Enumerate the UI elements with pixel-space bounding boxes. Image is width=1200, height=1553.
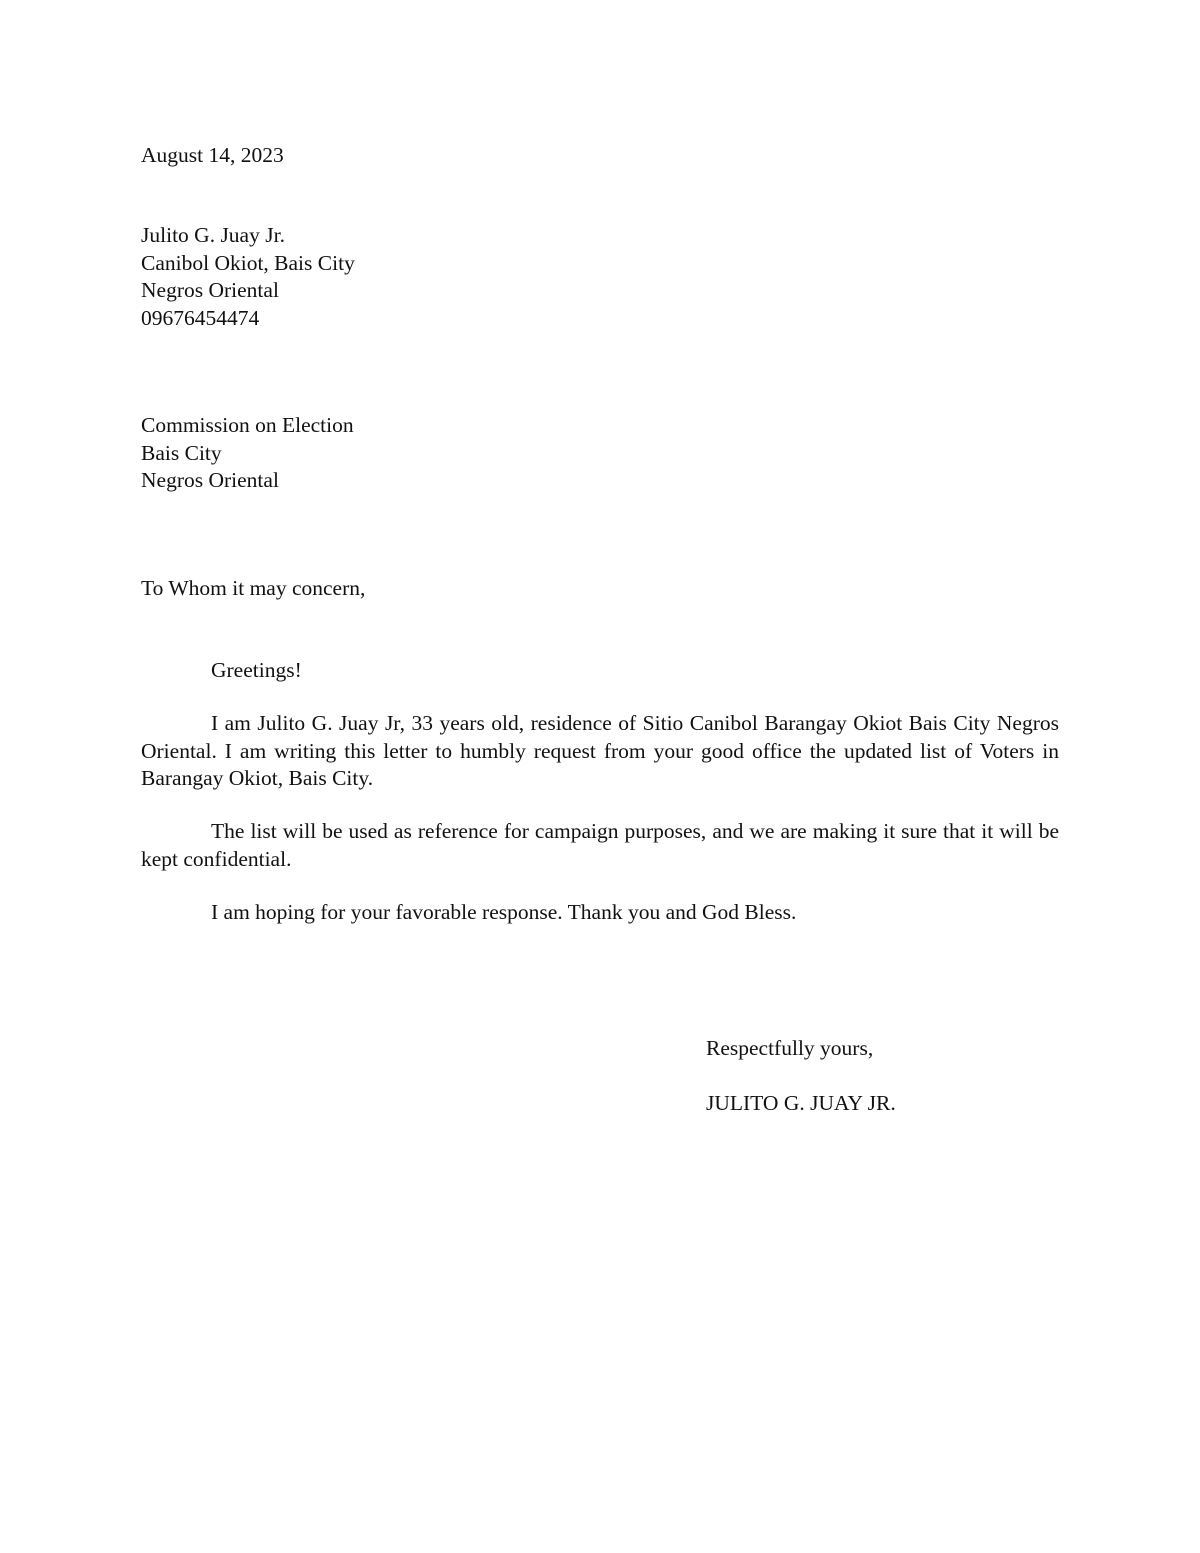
sender-name: Julito G. Juay Jr. xyxy=(141,223,285,247)
body-paragraph: The list will be used as reference for campaign purposes, and we are making it sure that it will be kept confidential. xyxy=(141,819,1059,871)
letter-date: August 14, 2023 xyxy=(141,143,284,167)
signature-name: JULITO G. JUAY JR. xyxy=(706,1091,896,1115)
recipient-organization: Commission on Election xyxy=(141,413,354,437)
sender-phone: 09676454474 xyxy=(141,305,260,330)
closing: Respectfully yours, xyxy=(706,1036,874,1060)
recipient-province: Negros Oriental xyxy=(141,468,279,492)
recipient-address-block xyxy=(141,412,354,495)
body-paragraph: I am Julito G. Juay Jr, 33 years old, residence of Sitio Canibol Barangay Okiot Bais City Negros Oriental. I am writing this letter to humbly request from your good office the updated list of Voters in Barangay Okiot, Bais City. xyxy=(141,711,1059,790)
recipient-city: Bais City xyxy=(141,440,222,465)
sender-address-block xyxy=(141,222,355,332)
greeting: Greetings! xyxy=(211,658,302,682)
sender-address-line2: Negros Oriental xyxy=(141,278,279,302)
sender-address-line1: Canibol Okiot, Bais City xyxy=(141,250,355,275)
salutation: To Whom it may concern, xyxy=(141,576,366,600)
body-paragraph: I am hoping for your favorable response. Thank you and God Bless. xyxy=(211,900,797,924)
